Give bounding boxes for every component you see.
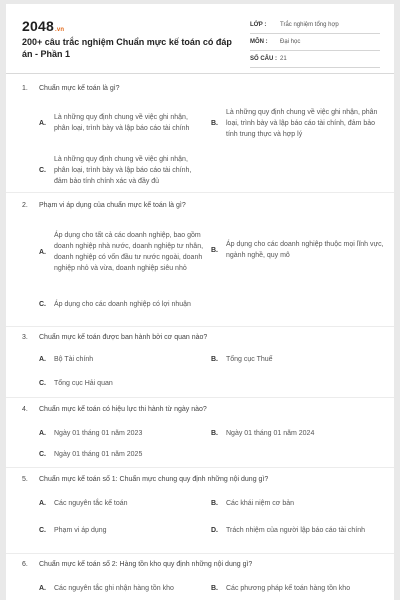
option-letter: B.: [211, 246, 218, 254]
question-number: 3.: [22, 334, 28, 341]
option-c[interactable]: [39, 449, 209, 460]
question-stem: [22, 85, 120, 92]
question-divider: [6, 192, 394, 193]
meta-label-socau: SỐ CÂU :: [250, 56, 277, 62]
option-letter: C.: [39, 166, 46, 174]
question-number: 6.: [22, 561, 28, 568]
option-letter: C.: [39, 451, 46, 458]
option-text: Bộ Tài chính: [54, 356, 94, 363]
logo-suffix: .vn: [54, 27, 65, 33]
option-letter: C.: [39, 300, 46, 308]
option-a[interactable]: [39, 354, 209, 365]
option-a[interactable]: [39, 428, 209, 439]
option-c[interactable]: [39, 525, 209, 536]
question-text: Chuẩn mực kế toán số 2: Hàng tồn kho quy định những nội dung gì?: [39, 561, 253, 568]
option-b[interactable]: [211, 238, 389, 262]
option-letter: C.: [39, 380, 46, 387]
option-text: Là những quy định chung về việc ghi nhận, phân loại, trình bày và lập báo cáo tài chính, đảm bảo tính chính xác và đầy đủ: [54, 155, 192, 185]
question-number: 4.: [22, 406, 28, 413]
meta-label-mon: MÔN :: [250, 39, 268, 45]
question-text: Chuẩn mực kế toán được ban hành bởi cơ quan nào?: [39, 334, 208, 341]
option-text: Các khái niệm cơ bản: [226, 500, 295, 507]
header-divider: [6, 73, 394, 74]
option-a[interactable]: [39, 222, 209, 282]
question-text: Chuẩn mực kế toán là gì?: [39, 85, 120, 92]
option-text: Áp dụng cho các doanh nghiệp thuộc mọi lĩnh vực, ngành nghề, quy mô: [226, 241, 384, 259]
option-letter: A.: [39, 119, 46, 127]
option-c[interactable]: [39, 152, 209, 188]
question-number: 2.: [22, 202, 28, 209]
option-text: Tổng cục Hải quan: [54, 380, 113, 387]
option-text: Trách nhiệm của người lập báo cáo tài chính: [226, 526, 365, 534]
meta-label-lop: LỚP :: [250, 22, 267, 28]
option-text: Là những quy định chung về việc ghi nhận, phân loại, trình bày và lập báo cáo tài chính, đảm bảo tính trung thực và hợp lý: [226, 108, 378, 138]
site-logo[interactable]: [22, 18, 64, 34]
option-text: Áp dụng cho tất cả các doanh nghiệp, bao gồm doanh nghiệp nhà nước, doanh nghiệp tư nhân, doanh nghiệp có vốn đầu tư nước ngoài, doanh nghiệp nhỏ và vừa, doanh nghiệp siêu nhỏ: [54, 232, 204, 272]
option-letter: A.: [39, 356, 46, 363]
option-text: Áp dụng cho các doanh nghiệp có lợi nhuận: [54, 300, 191, 308]
option-b[interactable]: [211, 583, 389, 594]
document-header: [6, 4, 394, 72]
question-number: 1.: [22, 85, 28, 92]
option-letter: B.: [211, 430, 218, 437]
question-stem: [22, 202, 186, 209]
option-a[interactable]: [39, 583, 209, 594]
option-text: Các nguyên tắc ghi nhận hàng tồn kho: [54, 585, 174, 592]
meta-row-mon: [250, 34, 380, 51]
option-b[interactable]: [211, 354, 389, 365]
option-text: Các phương pháp kế toán hàng tồn kho: [226, 585, 351, 592]
option-b[interactable]: [211, 428, 389, 439]
question-divider: [6, 397, 394, 398]
logo-main: 2048: [22, 18, 54, 34]
option-letter: A.: [39, 430, 46, 437]
question-stem: [22, 476, 268, 483]
meta-row-socau: [250, 51, 380, 68]
option-text: Các nguyên tắc kế toán: [54, 500, 128, 507]
option-b[interactable]: [211, 498, 389, 509]
option-letter: D.: [211, 526, 218, 534]
option-letter: B.: [211, 119, 218, 127]
option-text: Ngày 01 tháng 01 năm 2024: [226, 430, 315, 437]
document-title: 200+ câu trắc nghiệm Chuẩn mực kế toán có đáp án - Phần 1: [22, 37, 232, 59]
option-b[interactable]: [211, 105, 389, 141]
option-letter: A.: [39, 500, 46, 507]
option-letter: B.: [211, 500, 218, 507]
option-text: Là những quy định chung về việc ghi nhận, phân loại, trình bày và lập báo cáo tài chính: [54, 114, 190, 132]
option-c[interactable]: [39, 378, 209, 389]
question-stem: [22, 334, 207, 341]
question-text: Phạm vi áp dụng của chuẩn mực kế toán là gì?: [39, 202, 186, 209]
option-letter: A.: [39, 248, 46, 256]
option-letter: B.: [211, 356, 218, 363]
option-letter: B.: [211, 585, 218, 592]
option-text: Tổng cục Thuế: [226, 356, 273, 363]
option-text: Ngày 01 tháng 01 năm 2025: [54, 451, 143, 458]
option-a[interactable]: [39, 105, 209, 141]
option-c[interactable]: [39, 292, 209, 316]
meta-table: [250, 17, 380, 68]
question-text: Chuẩn mực kế toán có hiệu lực thi hành từ ngày nào?: [39, 406, 207, 413]
option-a[interactable]: [39, 498, 209, 509]
question-text: Chuẩn mực kế toán số 1: Chuẩn mực chung quy định những nội dung gì?: [39, 476, 269, 483]
question-divider: [6, 553, 394, 554]
meta-value-lop: Trắc nghiệm tổng hợp: [280, 22, 339, 28]
option-text: Phạm vi áp dụng: [54, 527, 107, 534]
meta-row-lop: [250, 17, 380, 34]
question-stem: [22, 561, 252, 568]
option-text: Ngày 01 tháng 01 năm 2023: [54, 430, 143, 437]
question-divider: [6, 326, 394, 327]
document-page: [6, 4, 394, 600]
question-stem: [22, 406, 207, 413]
option-letter: A.: [39, 585, 46, 592]
meta-value-mon: Đại học: [280, 39, 301, 45]
question-number: 5.: [22, 476, 28, 483]
meta-value-socau: 21: [280, 56, 287, 62]
option-d[interactable]: [211, 518, 389, 542]
option-letter: C.: [39, 527, 46, 534]
question-divider: [6, 467, 394, 468]
